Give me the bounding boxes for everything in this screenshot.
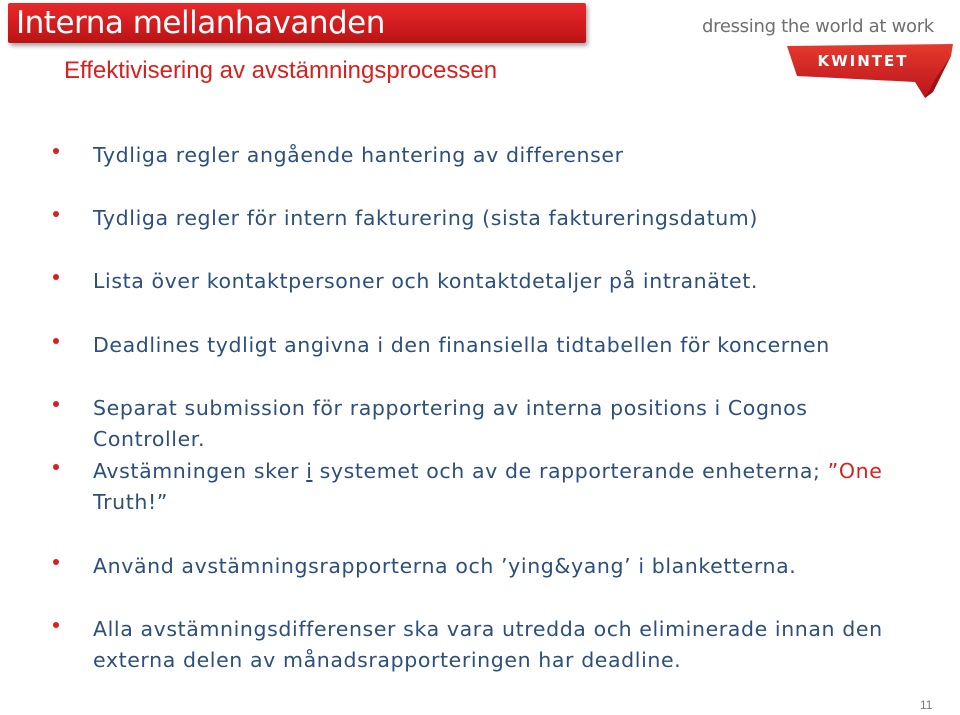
bullet-dot [53, 559, 59, 565]
bullet-text: Tydliga regler för intern fakturering (sista faktureringsdatum) [93, 206, 758, 230]
bullet-text: Tydliga regler angående hantering av differenser [93, 143, 624, 167]
bullet-dot [53, 622, 59, 628]
bullet-dot [53, 211, 59, 217]
bullet-dot [53, 464, 59, 470]
bullet-dot [53, 338, 59, 344]
bullet-text: Använd avstämningsrapporterna och ’ying&yang’ i blanketterna. [93, 554, 797, 578]
bullet-text: Deadlines tydligt angivna i den finansiella tidtabellen för koncernen [93, 333, 830, 357]
page-number: 11 [920, 698, 933, 712]
bullet-dot [53, 148, 59, 154]
bullet-text: Avstämningen sker i systemet och av de rapporterande enheterna; ”One Truth!” [93, 459, 883, 514]
bullet-text: Alla avstämningsdifferenser ska vara utredda och eliminerade innan den externa delen av månadsrapporteringen har deadline. [93, 617, 883, 672]
underlined-word: i [306, 459, 313, 483]
bullet-dot [53, 401, 59, 407]
page-title: Interna mellanhavanden [16, 5, 385, 41]
page-subtitle: Effektivisering av avstämningsprocessen [64, 57, 498, 84]
highlight-text: ”One [827, 459, 883, 483]
logo-wordmark: KWINTET [817, 52, 909, 70]
company-tagline: dressing the world at work [702, 16, 934, 37]
bullet-dot [53, 274, 59, 280]
bullet-text: Lista över kontaktpersoner och kontaktdetaljer på intranätet. [93, 269, 759, 293]
bullet-text: Separat submission för rapportering av interna positions i Cognos Controller. [93, 396, 808, 451]
